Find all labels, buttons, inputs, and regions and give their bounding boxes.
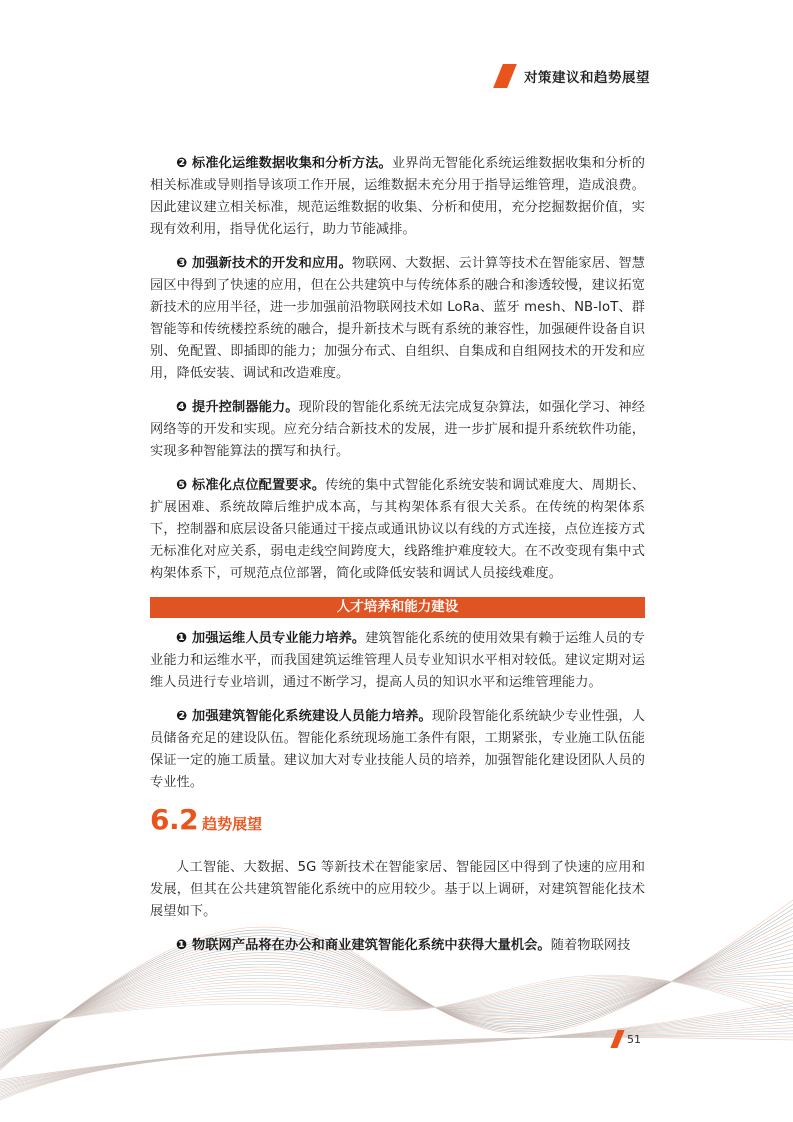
section-content (150, 857, 645, 969)
main-content (150, 153, 645, 806)
paragraph-lead: ❺ 标准化点位配置要求。 (176, 478, 326, 493)
paragraph-body: 随着物联网技 (550, 938, 631, 953)
header-title: 对策建议和趋势展望 (524, 70, 650, 86)
paragraph (150, 153, 645, 241)
wave-line (0, 962, 793, 1049)
section-number: 6.2 (150, 803, 199, 836)
paragraph-lead: ❹ 提升控制器能力。 (176, 400, 299, 415)
paragraph (150, 857, 645, 923)
subsection-heading-bar: 人才培养和能力建设 (150, 597, 645, 618)
section-heading (150, 803, 262, 836)
paragraph-lead: ❶ 物联网产品将在办公和商业建筑智能化系统中获得大量机会。 (176, 938, 551, 953)
paragraph (150, 706, 645, 794)
wave-line (0, 1000, 793, 1100)
wave-line (0, 1018, 793, 1090)
paragraph-body: 人工智能、大数据、5G 等新技术在智能家居、智能园区中得到了快速的应用和发展，但其在公共建筑智能化系统中的应用较少。基于以上调研，对建筑智能化技术展望如下。 (150, 860, 645, 919)
paragraph (150, 935, 645, 957)
paragraph-body: 建筑智能化系统的使用效果有赖于运维人员的专业能力和运维水平，而我国建筑运维管理人员专业知识水平相对较低。建议定期对运维人员进行专业培训，通过不断学习，提高人员的知识水平和运维管理能力。 (150, 631, 645, 690)
section-title: 趋势展望 (202, 815, 263, 833)
paragraph-body: 传统的集中式智能化系统安装和调试难度大、周期长、扩展困难、系统故障后维护成本高，与其构架体系有很大关系。在传统的构架体系下，控制器和底层设备只能通过干接点或通讯协议以有线的方式连接，点位连接方式无标准化对应关系，弱电走线空间跨度大，线路维护难度较大。在不改变现有集中式构架体系下，可规范点位部署，简化或降低安装和调试人员接线难度。 (150, 478, 645, 581)
paragraph-lead: ❷ 标准化运维数据收集和分析方法。 (176, 156, 392, 171)
page-number-block (614, 1030, 641, 1048)
paragraph-lead: ❷ 加强建筑智能化系统建设人员能力培养。 (176, 709, 432, 724)
paragraph-lead: ❶ 加强运维人员专业能力培养。 (176, 631, 366, 646)
wave-line (0, 1031, 793, 1085)
wave-line (0, 1003, 793, 1098)
page-number: 51 (627, 1032, 641, 1046)
paragraph (150, 397, 645, 463)
paragraph-lead: ❸ 加强新技术的开发和应用。 (176, 256, 352, 271)
wave-line (0, 1022, 793, 1090)
wave-line (0, 1012, 793, 1094)
wave-line (0, 1006, 793, 1097)
running-header (498, 64, 650, 88)
paragraph-body: 现阶段的智能化系统无法完成复杂算法，如强化学习、神经网络等的开发和实现。应充分结合新技术的发展，进一步扩展和提升系统软件功能，实现多种智能算法的撰写和执行。 (150, 400, 645, 459)
header-accent-slash (493, 64, 517, 88)
paragraph (150, 475, 645, 585)
paragraph (150, 628, 645, 694)
paragraph-body: 物联网、大数据、云计算等技术在智能家居、智慧园区中得到了快速的应用，但在公共建筑中与传统体系的融合和渗透较慢，建议拓宽新技术的应用半径，进一步加强前沿物联网技术如 LoRa、蓝牙 mesh、NB-IoT、群智能等和传统楼控系统的融合，提升新技术与既有系统的兼容性，加强硬件设备自识别、免配置、即插即的能力；加强分布式、自组织、自集成和自组网技术的开发和应用，降低安装、调试和改造难度。 (150, 256, 646, 381)
paragraph (150, 253, 645, 385)
paragraph-body: 业界尚无智能化系统运维数据收集和分析的相关标准或导则指导该项工作开展，运维数据未充分用于指导运维管理，造成浪费。因此建议建立相关标准，规范运维数据的收集、分析和使用，充分挖掘数据价值，实现有效利用，指导优化运行，助力节能减排。 (150, 156, 645, 237)
wave-line (0, 1015, 793, 1092)
paragraph-body: 现阶段智能化系统缺少专业性强，人员储备充足的建设队伍。智能化系统现场施工条件有限，工期紧张，专业施工队伍能保证一定的施工质量。建议加大对专业技能人员的培养，加强智能化建设团队人员的专业性。 (150, 709, 645, 790)
